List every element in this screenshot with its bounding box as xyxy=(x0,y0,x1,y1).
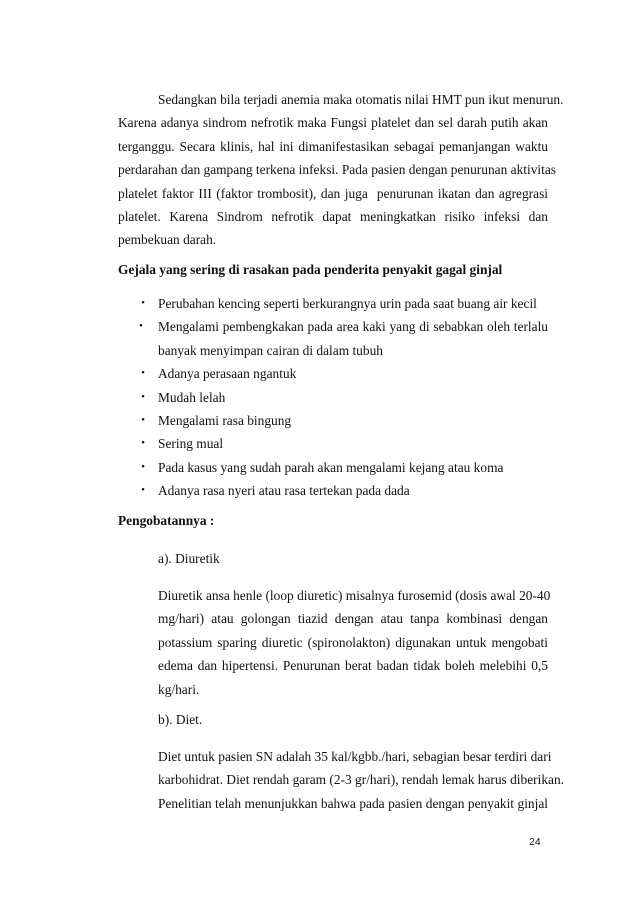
paragraph-line: platelet faktor III (faktor trombosit), dan juga penurunan ikatan dan agregrasi xyxy=(118,185,548,201)
paragraph-line: terganggu. Secara klinis, hal ini dimanifestasikan sebagai pemanjangan waktu xyxy=(118,138,548,154)
list-item xyxy=(118,292,548,315)
symptoms-list xyxy=(118,292,548,503)
bullet-icon: • xyxy=(141,390,145,403)
list-item-text: Adanya perasaan ngantuk xyxy=(158,366,297,382)
paragraph-line: edema dan hipertensi. Penurunan berat badan tidak boleh melebihi 0,5 xyxy=(158,658,548,674)
list-item-text: Perubahan kencing seperti berkurangnya urin pada saat buang air kecil xyxy=(158,296,537,311)
paragraph-line: kg/hari. xyxy=(158,681,200,697)
list-item-text: Pada kasus yang sudah parah akan mengalami kejang atau koma xyxy=(158,459,504,475)
paragraph-line: Diuretik ansa henle (loop diuretic) misalnya furosemid (dosis awal 20-40 xyxy=(158,588,551,603)
list-item xyxy=(118,456,548,479)
diuretic-label: a). Diuretik xyxy=(158,551,220,566)
paragraph-line: Sedangkan bila terjadi anemia maka otomatis nilai HMT pun ikut menurun. xyxy=(158,92,564,107)
paragraph-line: platelet. Karena Sindrom nefrotik dapat meningkatkan risiko infeksi dan xyxy=(118,208,548,224)
bullet-icon: • xyxy=(141,484,145,497)
list-item xyxy=(118,409,548,432)
paragraph-line: pembekuan darah. xyxy=(118,232,217,248)
page-number: 24 xyxy=(529,836,541,848)
treatment-heading: Pengobatannya : xyxy=(118,513,215,528)
list-item-text: Mudah lelah xyxy=(158,389,226,405)
bullet-icon: • xyxy=(141,413,145,426)
list-item-text: Adanya rasa nyeri atau rasa tertekan pada dada xyxy=(158,483,410,499)
paragraph-line: Penelitian telah menunjukkan bahwa pada pasien dengan penyakit ginjal xyxy=(158,795,548,811)
paragraph-anemia xyxy=(118,88,564,252)
bullet-icon: • xyxy=(141,297,145,309)
list-item-text: Sering mual xyxy=(158,436,224,452)
bullet-icon: • xyxy=(139,320,143,333)
paragraph-line: mg/hari) atau golongan tiazid dengan atau tanpa kombinasi dengan xyxy=(158,611,548,627)
list-item xyxy=(118,362,548,385)
diet-paragraph xyxy=(158,745,565,815)
paragraph-line: karbohidrat. Diet rendah garam (2-3 gr/hari), rendah lemak harus diberikan. xyxy=(158,772,565,788)
paragraph-line: Diet untuk pasien SN adalah 35 kal/kgbb./hari, sebagian besar terdiri dari xyxy=(158,749,552,764)
list-item xyxy=(118,432,548,455)
diuretic-paragraph xyxy=(158,584,551,701)
list-item xyxy=(118,315,548,338)
paragraph-line: potassium sparing diuretic (spironolakton) digunakan untuk mengobati xyxy=(158,634,548,650)
symptoms-heading: Gejala yang sering di rasakan pada penderita penyakit gagal ginjal xyxy=(118,262,503,277)
bullet-icon: • xyxy=(141,437,145,450)
list-item-text: banyak menyimpan cairan di dalam tubuh xyxy=(158,342,383,358)
list-item xyxy=(118,479,548,502)
paragraph-line: perdarahan dan gampang terkena infeksi. Pada pasien dengan penurunan aktivitas xyxy=(118,162,557,178)
paragraph-line: Karena adanya sindrom nefrotik maka Fungsi platelet dan sel darah putih akan xyxy=(118,115,548,131)
list-item-continuation xyxy=(118,339,548,362)
diet-label: b). Diet. xyxy=(158,712,203,727)
list-item xyxy=(118,386,548,409)
list-item-text: Mengalami rasa bingung xyxy=(158,412,292,428)
bullet-icon: • xyxy=(141,460,145,473)
bullet-icon: • xyxy=(141,367,145,380)
list-item-text: Mengalami pembengkakan pada area kaki yang di sebabkan oleh terlalu xyxy=(158,319,548,335)
